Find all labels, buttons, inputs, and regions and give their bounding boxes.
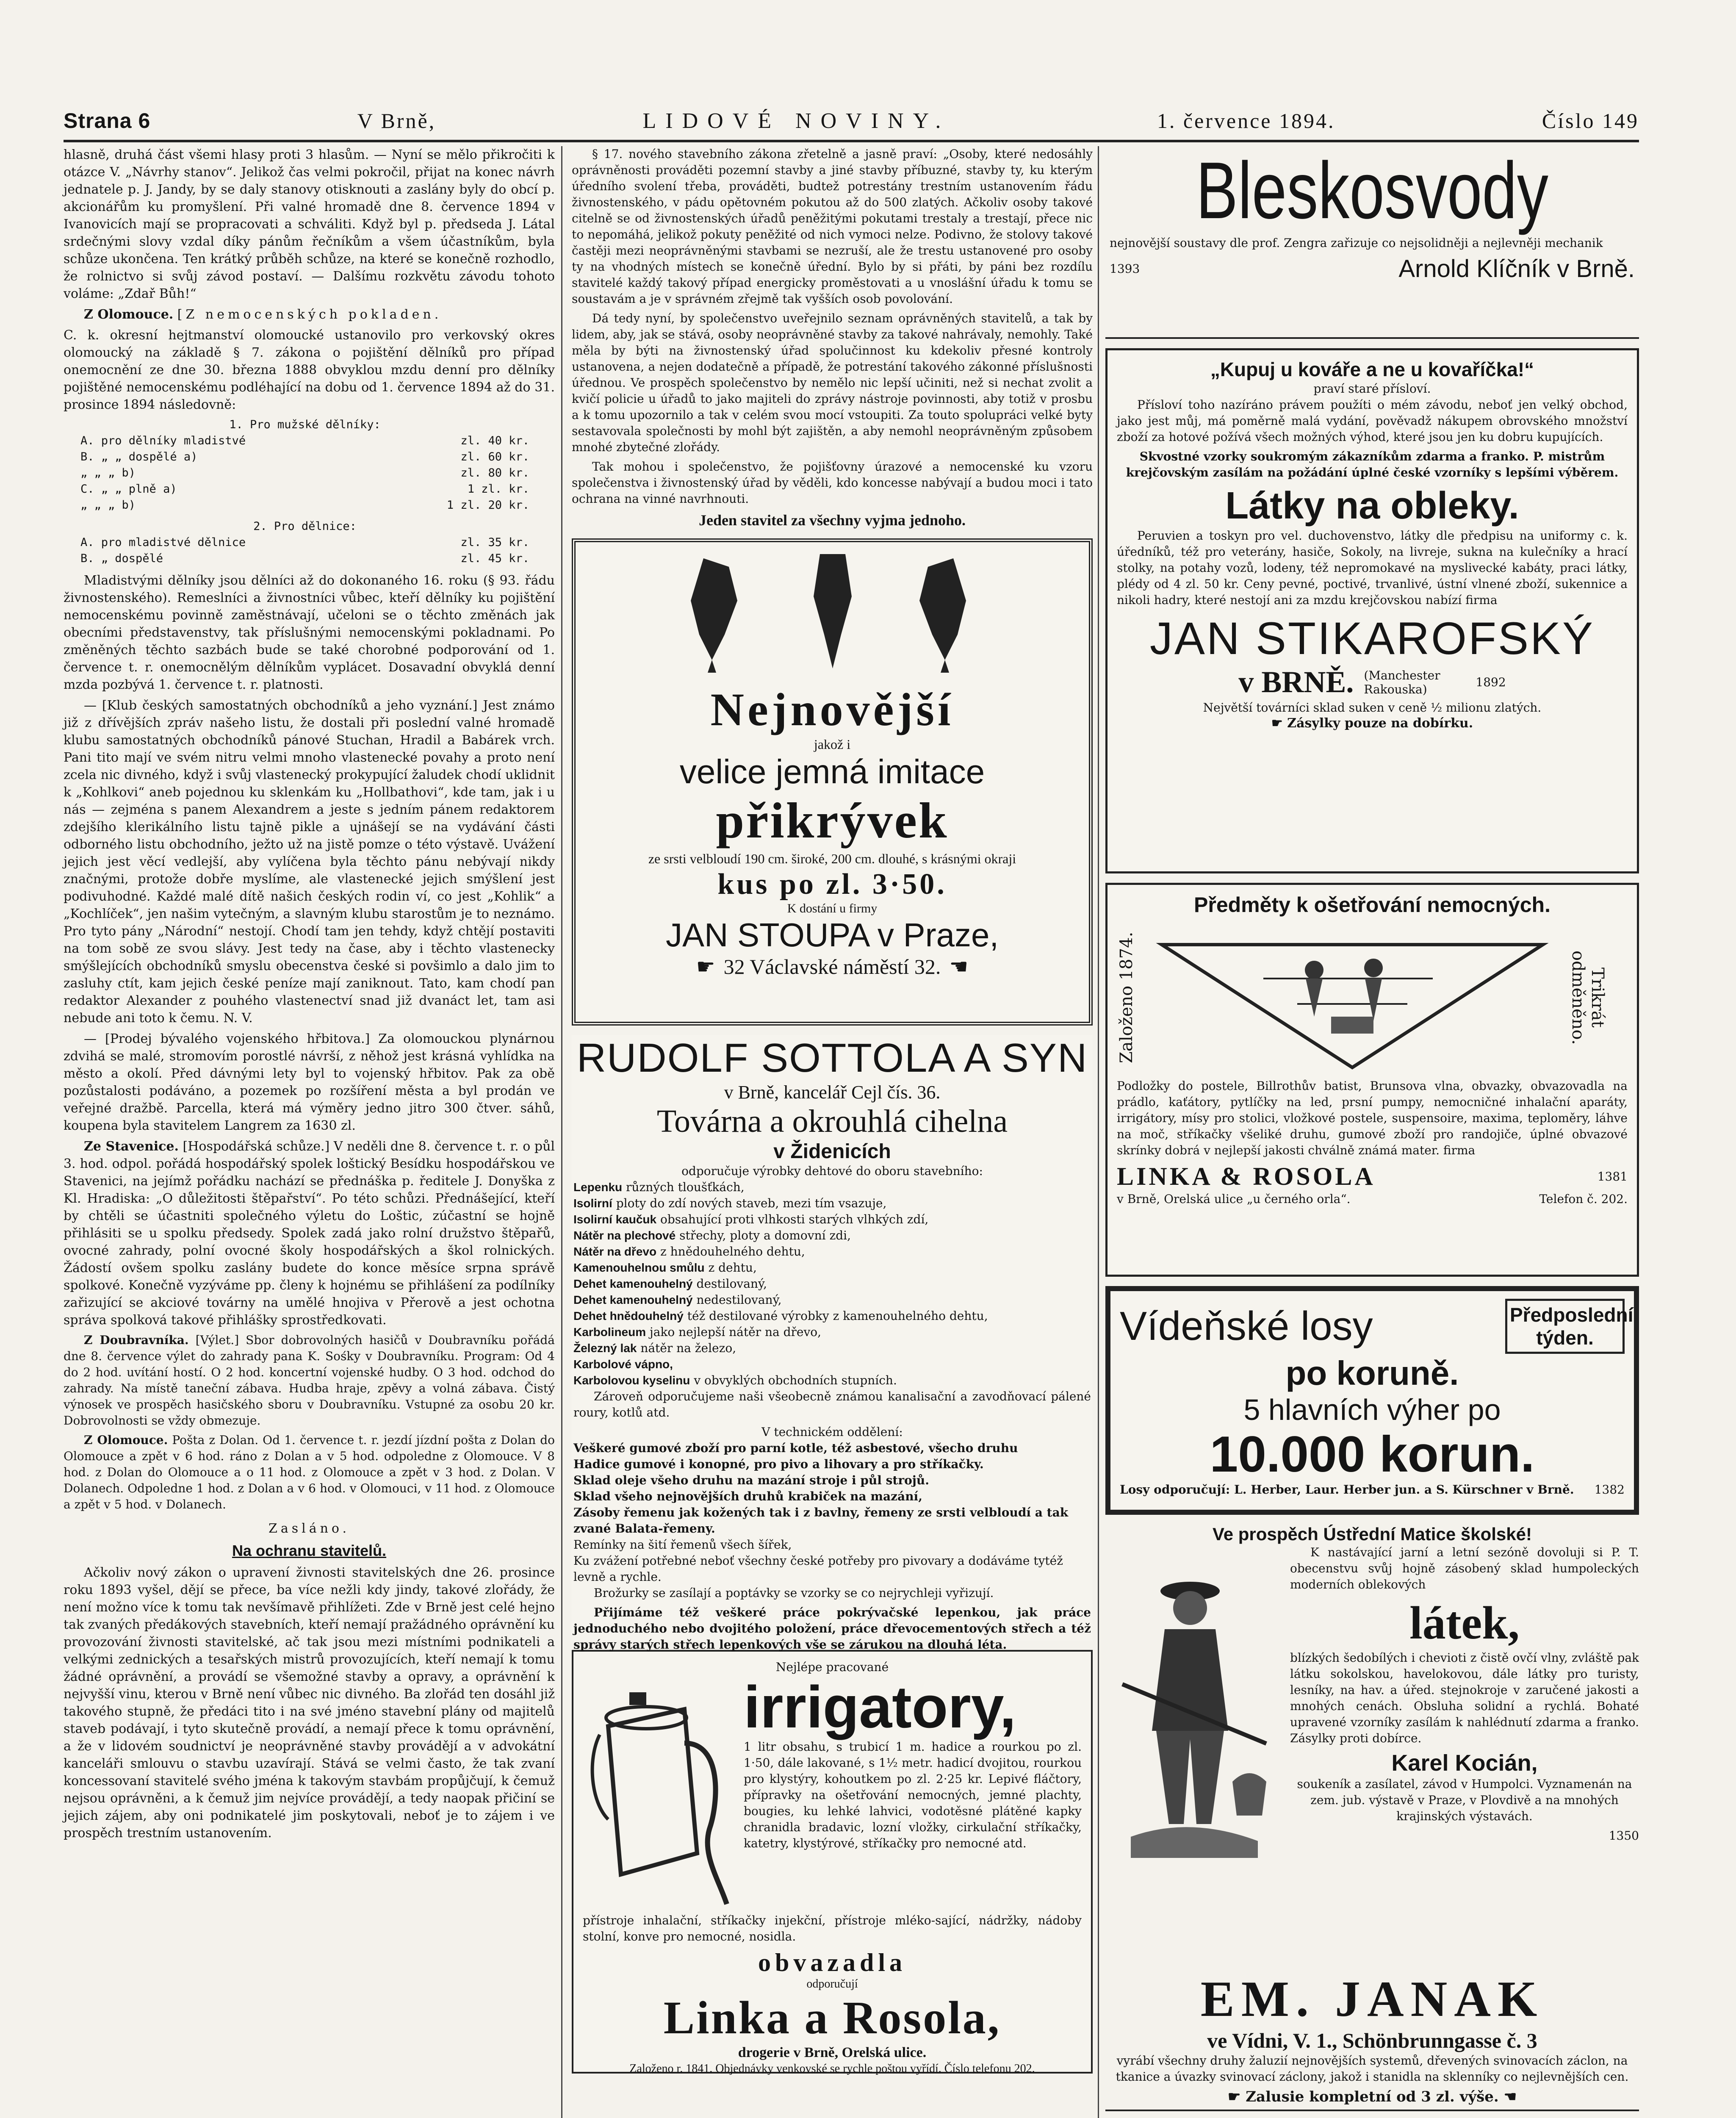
rate-row: C. „ „ plně a) 1 zl. kr. [80, 482, 529, 496]
pointing-hands-illustration [585, 550, 1072, 677]
list-item: Nátěr na dřevo z hnědouhelného dehtu, [573, 1245, 805, 1259]
paragraph: Přijímáme též veškeré práce pokrývačské lepenkou, jak práce jednoduchého nebo dvojitého položení, práce dřevocementových střech a též správy starých střech lepenkových vše se zárukou na dlouhá léta. [573, 1605, 1091, 1652]
section-title: Z Olomouce. [84, 1433, 168, 1447]
ad-title: Bleskosvody [1196, 146, 1548, 236]
list-item: Isolirní ploty do zdí nových staveb, mezi tím vsazuje, [573, 1196, 887, 1210]
list-item: Remínky na šití řemenů všech šířek, [573, 1538, 792, 1552]
list-item: Zásoby řemenu jak kožených tak i z bavlny, řemeny ze srsti velbloudí a tak zvané Balata-řemeny. [573, 1505, 1069, 1536]
ad-bleskosvody [1105, 146, 1639, 339]
stavenice-section [64, 1138, 555, 1329]
ad-sellers: Losy odporučují: L. Herber, Laur. Herber jun. a S. Kürschner v Brně. [1120, 1483, 1574, 1497]
column-divider [1098, 146, 1099, 2118]
paragraph: vyrábí všechny druhy žaluzií nejnovějších systemů, dřevených svinovacích záclon, na tkanice a úvazky svinovací záclony, jakož i stanidla na sklenníky co nejlevnějších cen. [1116, 2054, 1629, 2084]
ad-intro: V technickém oddělení: [761, 1425, 903, 1439]
pointing-hand-icon [814, 554, 852, 668]
ad-address: ve Vídni, V. 1., Schönbrunngasse č. 3 [1207, 2029, 1537, 2052]
ad-product: irrigatory, [744, 1674, 1016, 1740]
ad-title: Předměty k ošetřování nemocných. [1194, 893, 1550, 917]
ad-firm: EM. JANAK [1200, 1971, 1544, 2027]
section-subtitle: [Z nemocenských pokladen. [177, 307, 442, 322]
paragraph: K nastávající jarní a letní sezóně dovoluji si P. T. obecenstvu svůj hojně zásobený sklad humpoleckých moderních oblekových [1290, 1545, 1639, 1591]
list-item: Veškeré gumové zboží pro parní kotle, též asbestové, všecho druhu [573, 1441, 1018, 1455]
paragraph: soukeník a zasílatel, závod v Humpolci. Vyznamenán na zem. jub. výstavě v Praze, v Plovdivě a na mnohých krajinských výstavách. [1297, 1777, 1632, 1823]
ad-office: v Brně, kancelář Cejl čís. 36. [724, 1082, 941, 1103]
page-number: Strana 6 [64, 109, 151, 133]
paragraph: Peruvien a toskyn pro vel. duchovenstvo, látky dle předpisu na uniformy c. k. úředníků, též pro veterány, hasiče, Sokoly, na livreje, sukna na kulečníky a hrací stolky, na potahy vozů, lodeny, též nepromokavé na myslivecké kabáty, praci látky, plédy od 4 zl. 50 kr. Ceny pevné, poctivé, trvanlivé, ústní vlnené zboží, sukennice a nikoli hadry, které nestojí ani za mzdu krejčovskou nabízí firma [1117, 529, 1628, 607]
list-item: Sklad všeho nejnovějších druhů krabiček na mazání, [573, 1489, 922, 1503]
doubravnik-section [64, 1332, 555, 1429]
rates-women [80, 518, 555, 567]
ad-headline: „Kupuj u kováře a ne u kovaříčka!“ [1210, 358, 1534, 380]
sellers-row [1120, 1482, 1625, 1498]
newspaper-title: LIDOVÉ NOVINY. [642, 108, 950, 133]
ad-sottola [572, 1035, 1093, 1652]
ad-nemocnych [1105, 883, 1639, 1277]
ad-firm: JAN STIKAROFSKÝ [1149, 613, 1595, 664]
ad-city: v BRNĚ. [1238, 665, 1354, 699]
ad-address: 32 Václavské náměstí 32. [723, 955, 941, 979]
illustration-row [1117, 917, 1628, 1078]
ad-number: 1382 [1594, 1483, 1625, 1497]
vertical-label: Založeno 1874. [1117, 931, 1136, 1064]
ad-line: Největší továrníci sklad suken v ceně ½ milionu zlatých. [1203, 701, 1542, 715]
paragraph: nejnovější soustavy dle prof. Zengra zařizuje co nejsolidněji a nejlevněji mechanik [1110, 236, 1603, 250]
section-title: Ze Stavenice. [84, 1139, 179, 1154]
ad-janak [1105, 1970, 1639, 2111]
section-body: [Hospodářská schůze.] V neděli dne 8. července t. r. o půl 3. hod. odpol. pořádá hospodářský spolek loštický Besídku hospodářskou ve Stavenici, na jejímž pořádku nachází se přednáška p. ředitele J. Donyška z Kl. Hradiska: „O důležitosti štěpařství“. Po této schůzi. Přednášející, kteří by chtěli se účastniti společného výletu do Loštic, zúčastní se hojně přihlásiti se u spolku předsedy. Spolek zadá jako rolní družstvo štěpařů, ovocné zahrady, polní ovocné školy hospodářských a škol rolnických. Žádostí ovšem spolku zaslány budete do konce měsíce srpna správě spolkové. Konečně vyzýváme pp. členy k hojnému se přihlášení za podílníky zařizující se akciové továrny na umělé hnojiva v Přerově a jest ochotna správa spolková takové přihlášky sprostředkovati. [64, 1139, 555, 1328]
firm-row [1117, 1162, 1628, 1191]
list-item: Ku zvážení potřebné neboť všechny české potřeby pro pivovary a dodáváme tytéž levně a rychle. [573, 1554, 1063, 1584]
ad-address-row [585, 954, 1080, 979]
list-item: Karbolineum jako nejlepší nátěr na dřevo, [573, 1325, 822, 1339]
ad-line: velice jemná imitace [679, 753, 985, 790]
column-1 [64, 146, 555, 1845]
paragraph: Brožurky se zasílají a poptávky se vzorky se co nejrychleji vyřizují. [594, 1586, 994, 1600]
ad-line: praví staré přísloví. [1313, 382, 1431, 396]
ad-firm: LINKA & ROSOLA [1117, 1162, 1376, 1190]
ad-line: jakož i [814, 737, 851, 752]
list-item: Sklad oleje všeho druhu na mazání stroje i půl strojů. [573, 1473, 930, 1487]
paragraph: Tak mohou i společenstvo, že pojišťovny úrazové a nemocenské ku vzoru společenstva i živnostenský úřad by věděli, kdo koncesse nabývají a budou moci i tato ochrana na vinné navrhnouti. [572, 460, 1093, 506]
ad-headline: Nejnovější [710, 684, 954, 735]
ad-number: 1393 [1110, 261, 1140, 276]
section-body: Pošta z Dolan. Od 1. července t. r. jezdí jízdní pošta z Dolan do Olomouce a zpět v 6 hod. ráno z Dolan a v 5 hod. odpoledne z Olomouce. V 8 hod. z Dolan do Olomouce a o 11 hod. z Olomouce a zpět v 3 hod. z Dolan. V Dolanech. Odpoledne 1 hod. z Dolan a v 6 hod. v Olomouci, v 11 hod. z Olomouce a zpět v 5 hod. v Dolanech. [64, 1433, 555, 1511]
list-item: Hadice gumové i konopné, pro pivo a lihovary a pro stříkačky. [573, 1457, 984, 1471]
rate-row: A. pro dělníky mladistvé zl. 40 kr. [80, 434, 529, 447]
ad-badge: Předposlední týden. [1505, 1299, 1625, 1354]
list-item: Karbolové vápno, [573, 1358, 673, 1371]
list-item: Karbolovou kyselinu v obvyklých obchodních stupních. [573, 1373, 897, 1387]
pointing-hand-icon: ☛ [696, 954, 715, 979]
paragraph: Zároveň odporučujeme naši všeobecně známou kanalisační a zavodňovací pálené roury, kotlů atd. [573, 1389, 1091, 1419]
column-divider [561, 146, 562, 2118]
ad-phone: Telefon č. 202. [1539, 1192, 1628, 1206]
olomouc2-section [64, 1432, 555, 1513]
ad-number: 1892 [1476, 675, 1506, 689]
section-title: Z Olomouce. [84, 307, 174, 322]
rates-men [80, 417, 555, 513]
city-row [1117, 665, 1628, 700]
shipping-row: ☛ Zásylky pouze na dobírku. [1271, 716, 1473, 731]
ad-firm: Arnold Klíčník v Brně. [1398, 255, 1635, 283]
ad-firm: Linka a Rosola, [663, 1992, 1001, 2043]
ad-title: Vídeňské losy [1120, 1303, 1373, 1349]
ad-product: přikrývek [716, 792, 949, 848]
list-item: Dehet kamenouhelný destilovaný, [573, 1277, 767, 1291]
pointing-hand-icon: ☛ [1271, 716, 1287, 731]
paragraph: 1 litr obsahu, s trubicí 1 m. hadice a rourkou po zl. 1·50, dále lakované, s 1½ metr. hadicí dvojitou, rourkou pro klystýry, kohoutkem po zl. 2·25 kr. Lepivé fláčtory, přípravky na ošetřování nemocných, jemné plachty, bougies, ku lehké lahvici, vodotěsné plátěné kapky chranidla bradavic, lozní vložky, cirkulační stříkačky, katetry, klystýrové, stříkačky pro nemocné atd. [744, 1740, 1082, 1850]
ad-kocian [1105, 1524, 1639, 1965]
kocian-row [1105, 1544, 1639, 1866]
pointing-hand-icon: ☚ [949, 954, 969, 979]
vertical-label: Trikrát odměněno. [1568, 950, 1607, 1045]
ad-product: látek, [1409, 1597, 1520, 1649]
ad-firm: RUDOLF SOTTOLA A SYN [576, 1035, 1088, 1081]
ad-price: kus po zl. 3·50. [717, 868, 947, 901]
list-item: Dehet hnědouhelný též destilované výrobky z kamenouhelného dehtu, [573, 1309, 988, 1323]
ad-price: po koruně. [1285, 1354, 1459, 1392]
ad-line: ze srsti velbloudí 190 cm. široké, 200 cm. dlouhé, s krásnými okraji [648, 851, 1016, 866]
ad-firm-sub: drogerie v Brně, Orelská ulice. [738, 2045, 927, 2060]
ad-number: 1381 [1597, 1169, 1628, 1184]
rate-row: B. „ „ dospělé a) zl. 60 kr. [80, 450, 529, 463]
irrigatory-text [744, 1675, 1082, 1913]
column-2 [572, 146, 1093, 2083]
paragraph: Podložky do postele, Billrothův batist, Brunsova vlna, obvazky, obvazovadla na prádlo, kaťátory, pytlíčky na led, prsní pumpy, nemocničné inhalační aparáty, irrigátory, mísy pro stolici, vložkové postele, suspensoire, maxima, teploměry, láhve na moč, stříkačky všeliké druhu, gumové zboží pro randojiče, úplné obvazové skrínky dobrá v nejlepší jakosti chválně známá mater. firma [1117, 1079, 1628, 1157]
paragraph: Dá tedy nyní, by společenstvo uveřejnilo seznam oprávněných stavitelů, a tak by lidem, aby, jak se stává, osoby neoprávněné stavby za takové nahrávaly, nemohly. Také měla by býti na živnostenský úřad spolučinnost ku kdekoliv přesné kontroly ustanovena, a nejen dodatečně a případě, že potrestání takového zákonné příslušnosti úřednou. Ve prospěch společenstvo by nemělo nic lepší učiniti, než si nechat zvolit a kvičí policie u úřadů to jako majiteli do zprávy nástroje povinnosti, aby totiž v prosbu a k tomu upozornilo a tak v celém svou mocí vstoupiti. Za touto spolupráci velké byty sestavovala společnosti by mohl být zajištěn, a aby nemohl neoprávněným způsobem mnohé zbytečné zlořády. [572, 311, 1093, 454]
ad-amount: 10.000 korun. [1210, 1426, 1535, 1483]
paragraph: — [Klub českých samostatných obchodníků a jeho vyznání.] Jest známo již z dřívějších zpráv našeho listu, že dostali při poslední valné hromadě klubu samostatných obchodníků pánové Stuchan, Hradil a Babárek vrch. Pani tito mají ve svém nitru velmi mnoho vlastenecké povahy a proto není zcela nic divného, když i svůj vlastenecký prokypující žaludek chodí uklidnit k „Kohlkovi“ aneb pojednou ku sklenkám ku „Hollbathovi“, kde tam, jak i u nás — zejména s panem Alexandrem a jeste s jedním pánem redaktorem zdejšího klerikálního listu tajně pikle a ujnášejí se na vydávání části odborného listu obchodního, ježto už na jistě pomze o této výstavě. Uvážení jejich jest věcí vedlejší, aby vylíčena byla těchto pánu nebývají nikdy značnými, protože dobře myslíme, ale vlastenecké jejich smýšlení jest podivuhodné. Každé malé dítě našich českých rodin ví, co jest „Kohlik“ a „Kochlíček“, jen našim vytečným, a slavným klubu starostům je to neznámo. Pro tyto pány „Národní“ nestojí. Chodí tam jen tehdy, když chtějí postaviti na tom sobě ze svou slávy. Jest tedy na čase, aby i těchto vlastenecky smýšlejících obchodníků smyslu obecenstva české si povšimlo a dalo jim to zasluhy ctít, kam jejich české peníze mají zaniknout. Tato, kam chodí pan redaktor Alexander z pouhého vlastenectví snad již dvanáct let, tam asi nebude ani toto k čemu. N. V. [64, 698, 555, 1026]
rate-row: A. pro mladistvé dělnice zl. 35 kr. [80, 536, 529, 549]
list-item: Isolirní kaučuk obsahující proti vlhkosti starých vlhkých zdí, [573, 1212, 929, 1226]
paragraph: blízkých šedobílých i chevioti z čistě ovčí vlny, zvláště pak látku sokolskou, havelokovou, dále látky pro turisty, lesníky, na hav. a úřed. stejnokroje v zaručené jakosti a mnohých cenách. Obsluha solidní a rychlá. Bohaté upravené vzorníky zasílám k nahlédnutí zdarma a franko. Zásylky proti dobírce. [1290, 1651, 1639, 1745]
paragraph: Přísloví toho nazíráno právem použíti o mém závodu, neboť jen velký obchod, jako jest můj, má poměrně malá vydání, pověvadž nákupem obrovského množství zboží za hotové požívá všech možných výhod, které jsou jen ku dobru kupujících. [1117, 398, 1628, 444]
ad-small: Nejlépe pracované [775, 1660, 889, 1674]
ad-alias: (Manchester Rakouska) [1364, 668, 1440, 696]
section-body: [Výlet.] Sbor dobrovolných hasičů v Doubravníku pořádá dne 8. července výlet do zahrady pana K. Sośky v Doubravníku. Program: Od 4 do 2 hod. uvítání hostí. O 2 hod. koncertní vojenské hudby. O 3 hod. odchod do zahrady. Na místě taneční zábava. Hudba hraje, zpěvy a volná zábava. Čistý výnosek ve prospěch hasičského sboru v Doubravníku. Vstupné za osobu 20 kr. Dobrovolnosti se vždy obmezuje. [64, 1333, 555, 1428]
pointing-hand-icon: ☚ [1498, 2088, 1517, 2105]
article-title: Na ochranu stavitelů. [232, 1542, 387, 1559]
paragraph: — [Prodej bývalého vojenského hřbitova.] Za olomouckou plynárnou zdvihá se malé, stromovím porostlé návrší, z něhož jest krásná vyhlídka na město a okolí. Před dávnými lety byl to vojenský hřbitov. Pak za obě pozůstalosti podáváno, a pozemek po rozšíření města a byl prodán ve veřejné dražbě. Parcella, která má výměry jedno jitro 300 čtver. sáhů, koupena byla stavitelem Langrem za 1630 zl. [64, 1031, 555, 1133]
list-item: Kamenouhelnou smůlu z dehtu, [573, 1261, 757, 1275]
zaslano-label: Zasláno. [269, 1521, 350, 1536]
irrigator-illustration [583, 1675, 735, 1913]
address-row [1117, 1191, 1628, 1207]
list-item: Lepenku různých tloušťkách, [573, 1180, 745, 1194]
ad-footer: Založeno r. 1841. Objednávky venkovské se rychle poštou vyřídí. Číslo telefonu 202. [629, 2062, 1035, 2075]
ad-headline: Ve prospěch Ústřední Matice školské! [1213, 1524, 1532, 1544]
section-title: Z Doubravníka. [84, 1333, 189, 1347]
rates-heading: 1. Pro mužské dělníky: [229, 418, 381, 431]
janak-footer: ☛ Zalusie kompletní od 3 zl. výše. ☚ [1227, 2088, 1517, 2105]
list-item: Nátěr na plechové střechy, ploty a domovní zdi, [573, 1228, 851, 1242]
ad-intro: odporučuje výrobky dehtové do oboru stavebního: [681, 1164, 983, 1178]
issue-number: Číslo 149 [1542, 109, 1639, 133]
ad-irrigatory [572, 1650, 1093, 2074]
issue-date: 1. července 1894. [1157, 109, 1335, 133]
paragraph: přístroje inhalační, stříkačky injekční, přístroje mléko-sající, nádržky, nádoby stolní, konve pro nemocné, nosidla. [583, 1913, 1082, 1943]
article-signature: Jeden stavitel za všechny vyjma jednoho. [699, 512, 966, 529]
ad-firm: JAN STOUPA v Praze, [665, 916, 999, 954]
tech-list [573, 1440, 1091, 1585]
list-item: Železný lak nátěr na železo, [573, 1341, 736, 1355]
rate-row: „ „ „ b) 1 zl. 20 kr. [80, 499, 529, 512]
pointing-hand-icon [691, 558, 737, 673]
product-list [573, 1179, 1091, 1389]
losy-title-row [1120, 1299, 1634, 1354]
page-header [64, 102, 1639, 142]
rate-row: B. „ dospělé zl. 45 kr. [80, 552, 529, 565]
olomouc-section [64, 306, 555, 323]
ad-stikarofsky [1105, 348, 1639, 873]
irrigatory-row [583, 1675, 1082, 1913]
ad-factory: Továrna a okrouhlá cihelna [656, 1103, 1008, 1139]
rates-heading: 2. Pro dělnice: [253, 520, 357, 533]
list-item: Dehet kamenouhelný nedestilovaný, [573, 1293, 782, 1307]
ad-line: obvazadla [758, 1949, 907, 1977]
ad-line: K dostání u firmy [787, 901, 878, 915]
ad-number: 1350 [1609, 1829, 1639, 1843]
paragraph: § 17. nového stavebního zákona zřetelně a jasně praví: „Osoby, které nedosáhly oprávněnosti prováděti pozemní stavby a jiné stavby příbuzné, stavby ty, ku kterým úředního svolení třeba, prováděti, budtež potrestány trestním ustanovením řádu živnostenského, v pádu opětovném pokutou až do 500 zlatých. Ačkoliv osoby takové citelně se od živnostenských úřadů peněžitými pokutami trestaly a trestají, přece nic to nepomáhá, jelikož pokuty peněžité od nich vymoci nelze. Podivno, že stolovy takové častěji mezi neoprávněnými stavbami se nezruší, ale že trestu ustanovené pro osoby ty na vhodných místech se konečně úřední. Bylo by si přáti, by páni bez rozdílu stavitelé každý takový případ energicky proměstovati a u vnoslášní úřadu k tomu se soustavám a je v správném zřejmě tak vyšších osob povolování. [572, 147, 1093, 306]
ad-place: v Židenicích [773, 1140, 891, 1163]
paragraph: C. k. okresní hejtmanství olomoucké ustanovilo pro verkovský okres olomoucký na základě § 7. zákona o pojištění dělníků pro případ onemocnění ze dne 30. března 1888 obvyklou mzdu denní pro dělníky pojištěné nemocenskému podléhající na dobu od 1. července 1894 až do 31. prosince 1894 následovně: [64, 328, 555, 412]
paragraph: hlasně, druhá část všemi hlasy proti 3 hlasům. — Nyní se mělo přikročiti k otázce V. „Návrhy stanov“. Jelikož čas velmi pokročil, přijat na konec návrh jednatele p. J. Jandy, by se daly stanovy otisknouti a zaslány byly do obcí p. akcionářům ku promyšlení. Při valné hromadě dne 8. července 1894 v Ivanovicích mají se propracovati a schváliti. Když byl p. předseda J. Látal srdečnými slovy vzdal díky pánům řečníkům a všem účastníkům, byla schůze ukončena. Ten krátký průběh schůze, na které se konečně rozhodlo, že rolnictvo si svůj závod postaví. — Dalšímu rozkvětu závodu tohoto voláme: „Zdař Bůh!“ [64, 147, 555, 301]
firm-row [1110, 255, 1635, 283]
kocian-text [1290, 1544, 1639, 1866]
ad-stoupa [572, 538, 1093, 1026]
paragraph: Skvostné vzorky soukromým zákazníkům zdarma a franko. P. mistrům krejčovským zasílám na požádání úplné české vzorníky s lepšími výběrem. [1126, 449, 1619, 480]
hospital-triangle-illustration [1136, 919, 1568, 1076]
pointing-hand-icon: ☛ [1227, 2088, 1246, 2105]
ad-losy [1105, 1286, 1639, 1515]
ad-product: Látky na obleky. [1225, 485, 1519, 527]
ad-line: 5 hlavních výher po [1243, 1393, 1501, 1426]
ad-firm: Karel Kocián, [1391, 1750, 1538, 1776]
paragraph: Mladistvými dělníky jsou dělníci až do dokonaného 16. roku (§ 93. řádu živnostenského). Remeslníci a živnostníci vůbec, kteří dělníky ku pojištění nemocenskému povinně zaměstnávají, učeloni se o těchto změnách jak obecními představenstvy, tak příslušnými nemocenskými pokladnami. Po změněných těchto sazbách bude se také chorobné podporování od 1. července t. r. onemocnělým dělníkům vyplácet. Dosavadní obvyklá denní mzda pozbývá 1. července t. r. platnosti. [64, 573, 555, 692]
ad-address: v Brně, Orelská ulice „u černého orla“. [1117, 1192, 1351, 1206]
pointing-hand-icon [919, 558, 966, 673]
paragraph: Ačkoliv nový zákon o upravení živnosti stavitelských dne 26. prosince roku 1893 vyšel, dějí se přece, ba více nežli kdy jindy, takové zlořády, že není možno více k tomu tak nevšímavě přihlížeti. Zde v Brně jest celé hejno tak zvaných předákových stavebních, kteří nemají pražádného oprávnění ku provozování živnosti stavitelské, ač tak jsou mezi místními podnikateli a velkými zednických a tesařských mistrů provozujících, kteří nemají k tomu žádné oprávnění, a provádí se všemožné stavby a opravy, a oprávnění k nejvyšší vinu, kterou v Brně není vůbec nic divného. Ba zlořád ten dosáhl již takového stupně, že předáci tito i na své jméno stavební plány od majitelů staveb podávají, i tyto skutečně provádí, a nemají přece k tomu oprávnění, a že v lidovém soudnictví je neoprávněné stavby provádějí a v advokátní kanceláři smlouvu o stavbu uzavírají. Stává se velmi často, že tak zvaní koncessovaní stavitelé svého jména k takovým stavbám propůjčují, k čemuž nejsou oprávněni, a k čemuž jim nejvíce provádějí, a tedy naopak přičiní se jejich zájem, aby oni podnikatelé jim poskytovali, neboť je to zájem i ve prospěch trestním ustanovením. [64, 1565, 555, 1841]
hunter-illustration [1105, 1544, 1283, 1866]
column-3 [1105, 146, 1639, 2118]
rate-row: „ „ „ b) zl. 80 kr. [80, 466, 529, 480]
ad-line: odporučují [806, 1977, 858, 1990]
city: V Brně, [357, 109, 436, 133]
